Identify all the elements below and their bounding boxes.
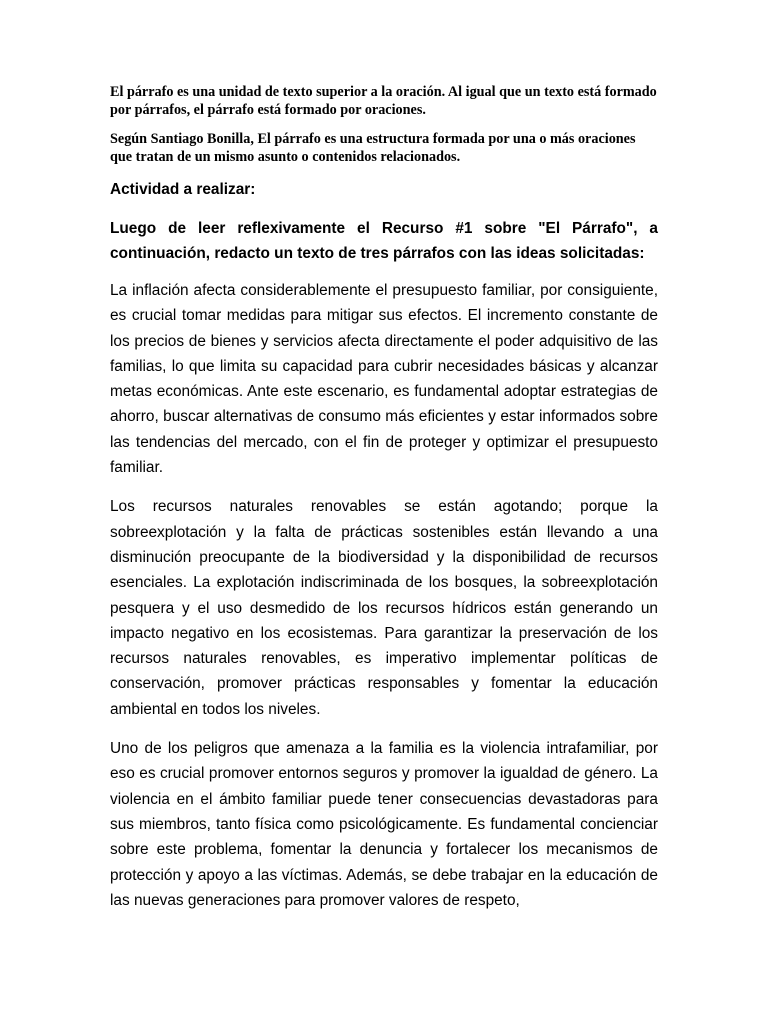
activity-instruction: Luego de leer reflexivamente el Recurso #1 sobre "El Párrafo", a continuación, redacto un texto de tres párrafos con las ideas solicitadas: bbox=[110, 220, 658, 262]
intro-paragraph-1: El párrafo es una unidad de texto superior a la oración. Al igual que un texto está formado por párrafos, el párrafo está formado por oraciones. bbox=[110, 84, 657, 118]
body-paragraph-natural-resources: Los recursos naturales renovables se están agotando; porque la sobreexplotación y la falta de prácticas sostenibles están llevando a una disminución preocupante de la biodiversidad y la disponibilidad de recursos esenciales. La explotación indiscriminada de los bosques, la sobreexplotación pesquera y el uso desmedido de los recursos hídricos están generando un impacto negativo en los ecosistemas. Para garantizar la preservación de los recursos naturales renovables, es imperativo implementar políticas de conservación, promover prácticas responsables y fomentar la educación ambiental en todos los niveles. bbox=[110, 498, 658, 718]
activity-heading: Actividad a realizar: bbox=[110, 181, 256, 198]
body-paragraph-inflation: La inflación afecta considerablemente el presupuesto familiar, por consiguiente, es crucial tomar medidas para mitigar sus efectos. El incremento constante de los precios de bienes y servicios afecta directamente el poder adquisitivo de las familias, lo que limita su capacidad para cubrir necesidades básicas y alcanzar metas económicas. Ante este escenario, es fundamental adoptar estrategias de ahorro, buscar alternativas de consumo más eficientes y estar informados sobre las tendencias del mercado, con el fin de proteger y optimizar el presupuesto familiar. bbox=[110, 282, 658, 477]
body-paragraph-domestic-violence: Uno de los peligros que amenaza a la familia es la violencia intrafamiliar, por eso es crucial promover entornos seguros y promover la igualdad de género. La violencia en el ámbito familiar puede tener consecuencias devastadoras para sus miembros, tanto física como psicológicamente. Es fundamental concienciar sobre este problema, fomentar la denuncia y fortalecer los mecanismos de protección y apoyo a las víctimas. Además, se debe trabajar en la educación de las nuevas generaciones para promover valores de respeto, bbox=[110, 740, 658, 909]
intro-paragraph-2: Según Santiago Bonilla, El párrafo es una estructura formada por una o más oraciones que tratan de un mismo asunto o contenidos relacionados. bbox=[110, 131, 636, 165]
document-page bbox=[110, 84, 658, 927]
